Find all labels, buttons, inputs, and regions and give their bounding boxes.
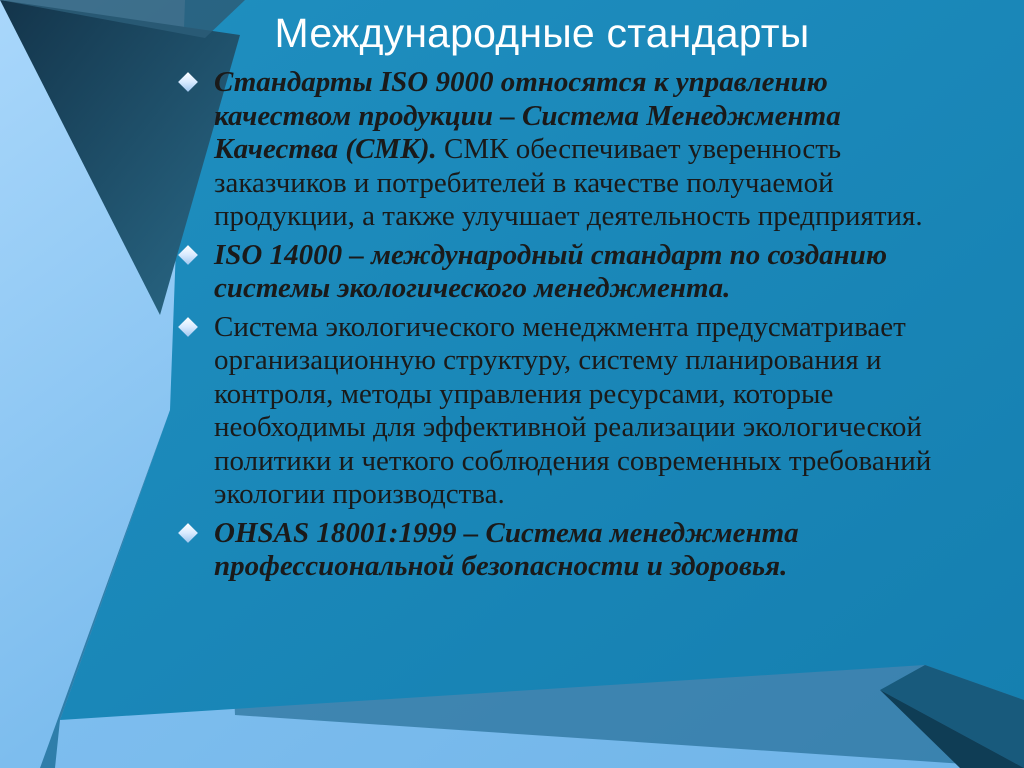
bullet-text: Система экологического менеджмента предусматривает организационную структуру, систему планирования и контроля, методы управления ресурсами, которые необходимы для эффективной реализации экологической политики и четкого соблюдения современных требований экологии производства. — [214, 310, 932, 510]
bullet-emphasis: ISO 14000 – международный стандарт по созданию системы экологического менеджмента. — [214, 238, 888, 304]
diamond-bullet-icon — [178, 245, 198, 265]
bullet-item-ems — [178, 311, 948, 512]
bullet-item-ohsas — [178, 517, 948, 584]
bullet-item-iso9000 — [178, 66, 948, 234]
bullet-item-iso14000 — [178, 239, 948, 306]
diamond-bullet-icon — [178, 523, 198, 543]
bullet-list — [178, 66, 948, 589]
diamond-bullet-icon — [178, 72, 198, 92]
bullet-text: СМК обеспечивает уверенность заказчиков и потребителей в качестве получаемой продукции, а также улучшает деятельность предприятия. — [214, 133, 923, 232]
slide-title: Международные стандарты — [274, 10, 810, 56]
diamond-bullet-icon — [178, 317, 198, 337]
bullet-emphasis: Стандарты ISO 9000 относятся к управлению качеством продукции – Система Менеджмента Качества (СМК). — [214, 66, 841, 165]
bullet-emphasis: OHSAS 18001:1999 – Система менеджмента профессиональной безопасности и здоровья. — [214, 516, 799, 582]
